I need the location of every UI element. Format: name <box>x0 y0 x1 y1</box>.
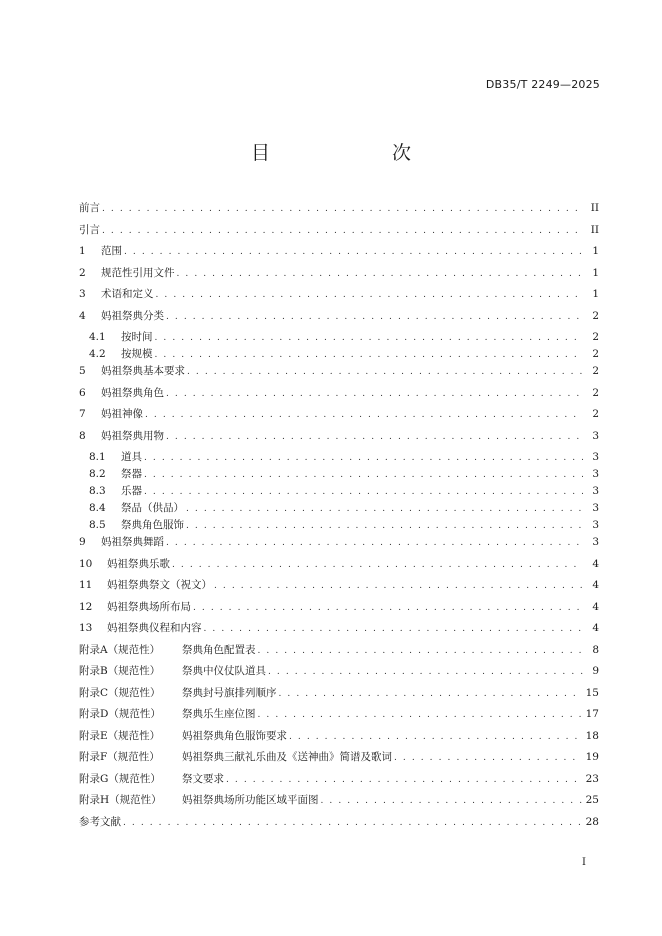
page-title: 目 次 <box>250 142 439 164</box>
toc-entry-number: 附录E（规范性） <box>79 729 161 742</box>
toc-entry-page: 2 <box>592 408 599 420</box>
toc-dot-leader <box>124 247 583 257</box>
toc-entry[interactable] <box>79 814 599 836</box>
toc-entry-page: 28 <box>585 815 599 828</box>
toc-entry-number: 附录D（规范性） <box>79 708 161 720</box>
toc-dot-leader <box>186 521 583 531</box>
toc-entry-page: 23 <box>585 772 599 785</box>
toc-entry[interactable] <box>79 449 599 466</box>
toc-entry[interactable] <box>79 517 599 534</box>
toc-entry-page: 3 <box>592 536 599 548</box>
toc-entry-page: 25 <box>585 794 599 806</box>
toc-entry[interactable] <box>79 329 599 346</box>
toc-dot-leader <box>144 453 583 463</box>
toc-entry-label: 祭文要求 <box>182 772 224 785</box>
toc-entry[interactable] <box>79 685 599 707</box>
toc-entry-number: 附录G（规范性） <box>79 772 161 785</box>
toc-dot-leader <box>155 333 584 343</box>
toc-entry[interactable] <box>79 500 599 517</box>
toc-entry-number: 3 <box>79 288 86 300</box>
toc-entry[interactable] <box>79 577 599 599</box>
toc-entry-page: 4 <box>592 600 599 613</box>
document-code: DB35/T 2249—2025 <box>485 78 600 91</box>
toc-entry-number: 附录F（规范性） <box>79 751 160 763</box>
toc-entry-number: 9 <box>79 536 86 548</box>
toc-dot-leader <box>166 389 583 399</box>
toc-entry[interactable] <box>79 556 599 578</box>
toc-entry-number: 13 <box>79 622 93 634</box>
toc-entry-label: 范围 <box>101 245 122 257</box>
toc-entry-page: 2 <box>592 331 599 343</box>
toc-entry-number: 7 <box>79 408 86 420</box>
toc-entry-label: 妈祖祭典基本要求 <box>101 365 185 377</box>
toc-dot-leader <box>172 560 583 570</box>
toc-entry-label: 妈祖祭典角色服饰要求 <box>182 729 287 742</box>
toc-entry-page: 4 <box>592 622 599 634</box>
toc-entry-label: 妈祖祭典仪程和内容 <box>107 622 202 634</box>
toc-entry[interactable] <box>79 599 599 621</box>
toc-entry-number: 附录H（规范性） <box>79 794 162 806</box>
toc-dot-leader <box>102 226 583 236</box>
toc-dot-leader <box>186 504 583 514</box>
toc-entry-number: 8.1 <box>89 451 106 463</box>
toc-dot-leader <box>156 290 584 300</box>
toc-entry[interactable] <box>79 346 599 363</box>
toc-entry-number: 附录A（规范性） <box>79 643 161 656</box>
toc-entry-number: 附录B（规范性） <box>79 665 161 677</box>
toc-entry-label: 妈祖祭典三献礼乐曲及《送神曲》简谱及歌词 <box>182 751 392 763</box>
toc-entry-number: 8 <box>79 429 86 442</box>
toc-entry-label: 参考文献 <box>79 815 121 828</box>
toc-entry-label: 妈祖祭典场所布局 <box>107 600 191 613</box>
toc-entry-page: 3 <box>592 485 599 497</box>
toc-entry[interactable] <box>79 200 599 222</box>
toc-dot-leader <box>166 538 583 548</box>
toc-dot-leader <box>394 753 582 763</box>
toc-entry[interactable] <box>79 483 599 500</box>
page-number: I <box>582 857 586 868</box>
toc-entry-number: 11 <box>79 579 93 591</box>
toc-dot-leader <box>193 603 583 613</box>
toc-entry-number: 4 <box>79 309 86 322</box>
toc-entry-page: II <box>590 202 599 214</box>
toc-entry-label: 妈祖祭典用物 <box>101 429 164 442</box>
toc-entry[interactable] <box>79 534 599 556</box>
toc-dot-leader <box>102 204 583 214</box>
table-of-contents <box>79 200 599 835</box>
toc-dot-leader <box>166 432 583 442</box>
toc-entry[interactable] <box>79 663 599 685</box>
toc-entry-label: 引言 <box>79 223 100 236</box>
toc-entry-label: 术语和定义 <box>101 288 154 300</box>
toc-entry-page: 3 <box>592 468 599 480</box>
toc-entry[interactable] <box>79 728 599 750</box>
toc-entry[interactable] <box>79 749 599 771</box>
toc-entry-page: 4 <box>592 579 599 591</box>
toc-dot-leader <box>214 581 583 591</box>
toc-entry[interactable] <box>79 428 599 450</box>
toc-dot-leader <box>166 312 583 322</box>
toc-dot-leader <box>187 367 583 377</box>
toc-entry-label: 按规模 <box>121 348 153 360</box>
toc-entry-label: 祭器 <box>121 468 142 480</box>
toc-entry[interactable] <box>79 620 599 642</box>
toc-entry[interactable] <box>79 406 599 428</box>
toc-dot-leader <box>123 818 582 828</box>
toc-entry-label: 规范性引用文件 <box>101 266 175 279</box>
toc-dot-leader <box>155 350 584 360</box>
toc-entry-number: 4.2 <box>89 348 106 360</box>
toc-entry-number: 8.3 <box>89 485 106 497</box>
toc-dot-leader <box>321 796 582 806</box>
toc-entry-label: 祭品（供品） <box>121 502 184 514</box>
toc-entry-number: 6 <box>79 386 86 399</box>
toc-dot-leader <box>289 732 582 742</box>
toc-entry-label: 妈祖神像 <box>101 408 143 420</box>
toc-dot-leader <box>258 710 582 720</box>
toc-dot-leader <box>226 775 582 785</box>
toc-entry-page: 2 <box>592 386 599 399</box>
toc-entry[interactable] <box>79 466 599 483</box>
toc-entry-label: 妈祖祭典祭文（祝文） <box>107 579 212 591</box>
toc-entry[interactable] <box>79 771 599 793</box>
toc-dot-leader <box>145 410 583 420</box>
toc-entry-page: 15 <box>585 686 599 699</box>
toc-entry-label: 前言 <box>79 202 100 214</box>
toc-entry-label: 妈祖祭典分类 <box>101 309 164 322</box>
toc-entry-page: 9 <box>592 665 599 677</box>
toc-entry-label: 妈祖祭典舞蹈 <box>101 536 164 548</box>
toc-entry-number: 8.5 <box>89 519 106 531</box>
toc-entry-page: II <box>590 223 599 236</box>
toc-entry-page: 19 <box>585 751 599 763</box>
toc-entry-page: 3 <box>592 429 599 442</box>
toc-entry-page: 1 <box>592 266 599 279</box>
toc-entry-number: 12 <box>79 600 93 613</box>
toc-entry-number: 8.2 <box>89 468 106 480</box>
toc-dot-leader <box>144 487 583 497</box>
toc-entry-page: 3 <box>592 451 599 463</box>
toc-dot-leader <box>279 689 582 699</box>
toc-entry-label: 祭典角色配置表 <box>182 643 256 656</box>
toc-entry[interactable] <box>79 385 599 407</box>
toc-entry-number: 附录C（规范性） <box>79 686 161 699</box>
toc-entry-page: 4 <box>592 557 599 570</box>
toc-entry-page: 3 <box>592 502 599 514</box>
toc-entry-number: 5 <box>79 365 86 377</box>
toc-entry[interactable] <box>79 792 599 814</box>
toc-entry[interactable] <box>79 265 599 287</box>
toc-entry-label: 祭典乐生座位图 <box>182 708 256 720</box>
toc-entry-number: 4.1 <box>89 331 106 343</box>
toc-entry[interactable] <box>79 222 599 244</box>
toc-entry-page: 1 <box>592 245 599 257</box>
toc-entry-label: 乐器 <box>121 485 142 497</box>
toc-entry-label: 祭典角色服饰 <box>121 519 184 531</box>
toc-entry[interactable] <box>79 642 599 664</box>
toc-entry-page: 17 <box>585 708 599 720</box>
toc-entry-number: 2 <box>79 266 86 279</box>
toc-entry-label: 妈祖祭典场所功能区域平面图 <box>182 794 319 806</box>
toc-dot-leader <box>258 646 584 656</box>
toc-entry-page: 3 <box>592 519 599 531</box>
toc-entry-number: 10 <box>79 557 93 570</box>
toc-dot-leader <box>144 470 583 480</box>
toc-entry[interactable] <box>79 706 599 728</box>
toc-entry-page: 2 <box>592 309 599 322</box>
toc-entry[interactable] <box>79 286 599 308</box>
toc-entry-page: 2 <box>592 348 599 360</box>
toc-entry-page: 2 <box>592 365 599 377</box>
toc-entry[interactable] <box>79 243 599 265</box>
toc-entry-label: 祭典封号旗排列顺序 <box>182 686 277 699</box>
toc-entry-page: 1 <box>592 288 599 300</box>
toc-entry-page: 18 <box>585 729 599 742</box>
toc-entry[interactable] <box>79 308 599 330</box>
toc-entry-page: 8 <box>592 643 599 656</box>
toc-entry-number: 1 <box>79 245 86 257</box>
toc-entry[interactable] <box>79 363 599 385</box>
toc-dot-leader <box>204 624 584 634</box>
toc-dot-leader <box>177 269 584 279</box>
toc-entry-label: 妈祖祭典角色 <box>101 386 164 399</box>
toc-entry-label: 道具 <box>121 451 142 463</box>
toc-entry-label: 按时间 <box>121 331 153 343</box>
toc-entry-label: 祭典中仪仗队道具 <box>182 665 266 677</box>
toc-dot-leader <box>268 667 583 677</box>
toc-entry-number: 8.4 <box>89 502 106 514</box>
toc-entry-label: 妈祖祭典乐歌 <box>107 557 170 570</box>
